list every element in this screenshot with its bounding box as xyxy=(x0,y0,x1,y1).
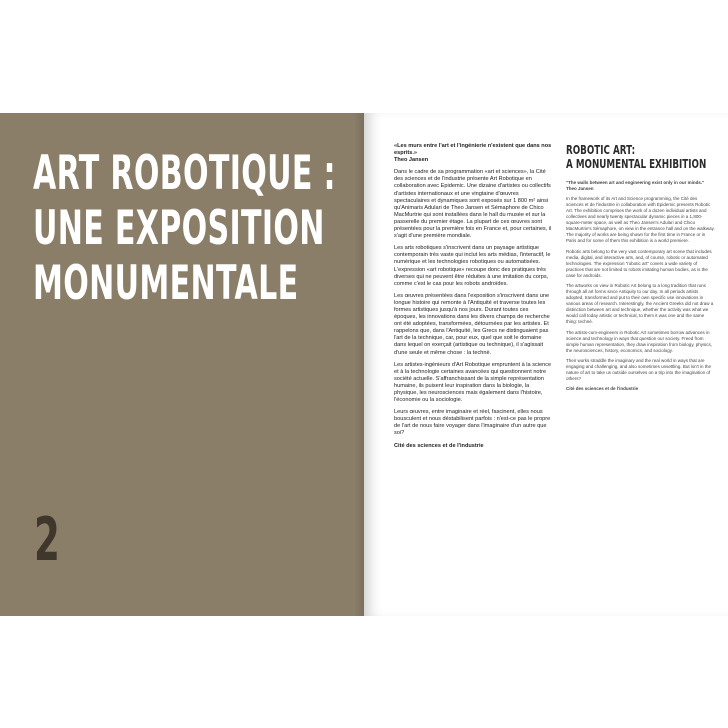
paragraph-fr-2: Les arts robotiques s'inscrivent dans un paysage artistique contemporain très vaste qui inclut les arts médias, l'interactif, le numérique et les technologies robotiques ou automatisées. L'expression «art robotique» recoupe donc des pratiques très diverses qui ne peuvent être réduites à une imitation du corps, comme c'est le cas pour les robots androïdes. xyxy=(394,245,551,287)
french-text-column xyxy=(394,143,552,455)
paragraph-en-1: In the framework of its Art and Science programming, the Cité des sciences et de l'industrie in collaboration with Epidemic presents Robotic Art. The exhibition comprises the work of a dozen individual artists and collectives and nearly twenty spectacular dynamic pieces in a 1,800-square-meter space, as well as Theo Jansen's Adulari and Chico MacMurtrie's Sémaphore, on view in the entrance hall and on the walkway. The majority of works are being shown for the first time in France or in Paris and for some of them this exhibition is a world premiere. xyxy=(566,196,715,244)
quote-fr-author: Theo Jansen xyxy=(394,157,429,164)
quote-en xyxy=(566,180,716,192)
paragraph-fr-1: Dans le cadre de sa programmation «art et sciences», la Cité des sciences et de l'industrie présente Art Robotique en collaboration avec Epidemic. Une dizaine d'artistes ou collectifs d'artistes internationaux et une vingtaine d'œuvres spectaculaires et dynamiques sont exposés sur 1 800 m² ainsi qu'Animaris Adulari de Theo Jansen et Sémaphore de Chico MacMurtrie qui sont installées dans le hall du musée et sur la passerelle du premier étage. La plupart de ces œuvres sont présentées pour la première fois en France et, pour certaines, il s'agit d'une première mondiale. xyxy=(394,169,552,240)
paragraph-fr-4: Les artistes-ingénieurs d'Art Robotique empruntent à la science et à la technologie certaines avancées qui questionnent notre société actuelle. S'affranchissant de la simple représentation humaine, ils puisent leur inspiration dans la biologie, la physique, les neurosciences mais également dans l'histoire, l'économie ou la sociologie. xyxy=(394,361,552,404)
paragraph-en-5: Their works straddle the imaginary and the real world in ways that are engaging and challenging, and also sometimes unsettling. But isn't in the nature of art to take us outside ourselves on a trip into the imagination of others? xyxy=(566,357,711,381)
paragraph-en-2: Robotic arts belong to the very vast contemporary art scene that includes media, digital, and interactive arts, and, of course, robotic or automated technologies. The expression "robotic art" covers a wide variety of practices that are not limited to robots imitating human bodies, as is the case for androids. xyxy=(566,248,712,278)
exhibition-title-fr xyxy=(33,146,336,311)
exhibition-title-en xyxy=(566,142,707,172)
en-title-line-2: A MONUMENTAL EXHIBITION xyxy=(566,156,707,171)
title-line-2: UNE EXPOSITION xyxy=(33,201,325,256)
quote-en-author: Theo Jansen xyxy=(566,186,594,191)
book-spread xyxy=(0,113,728,616)
signature-fr: Cité des sciences et de l'industrie xyxy=(394,442,484,449)
left-page xyxy=(0,113,364,616)
paragraph-en-3: The artworks on view in Robotic Art belong to a long tradition that runs through all art forms since Antiquity to our day. In all periods artists adopted, transformed and put to their own specific use innovations in various areas of research. Interestingly, the Ancient Greeks did not draw a distinction between art and technique, whether the activity was what we would call today artistic or technical, to them it was one and the same thing: technè. xyxy=(566,283,714,325)
quote-fr-text: «Les murs entre l'art et l'ingénierie n'existent que dans nos esprits.» xyxy=(394,143,552,157)
signature-en: Cité des sciences et de l'industrie xyxy=(566,386,639,392)
fold-shadow xyxy=(354,113,364,616)
paragraph-en-4: The artists-cum-engineers in Robotic Art sometimes borrow advances in science and technology in ways that question our society. Freed from simple human representation, they draw inspiration from biology, physics, the neurosciences, history, economics, and sociology. xyxy=(566,329,712,353)
quote-fr xyxy=(394,143,552,164)
quote-en-text: "The walls between art and engineering exist only in our minds." xyxy=(566,180,705,185)
page-number: 2 xyxy=(34,505,60,575)
right-page xyxy=(364,113,728,616)
title-line-3: MONUMENTALE xyxy=(33,256,299,311)
paragraph-fr-3: Les œuvres présentées dans l'exposition s'inscrivent dans une longue histoire qui remonte à l'Antiquité et traverse toutes les formes artistiques jusqu'à nos jours. Durant toutes ces époques, les innovations dans les divers champs de recherche ont été adoptées, transformées, détournées par les artistes. Et rappelons que, dans l'Antiquité, les Grecs ne distinguaient pas l'art de la technique, car, pour eux, quel que soit le domaine dans lequel on exerçait (artistique ou technique), il s'agissait d'une seule et même chose : la technè. xyxy=(394,292,550,356)
english-text-column xyxy=(566,143,716,397)
paragraph-fr-5: Leurs œuvres, entre imaginaire et réel, fascinent, elles nous bousculent et nous déstabilisent parfois : n'est-ce pas le propre de l'art de nous faire voyager dans l'imaginaire d'un autre que soi? xyxy=(394,409,551,437)
en-title-line-1: ROBOTIC ART: xyxy=(566,142,636,157)
title-line-1: ART ROBOTIQUE : xyxy=(33,146,336,201)
